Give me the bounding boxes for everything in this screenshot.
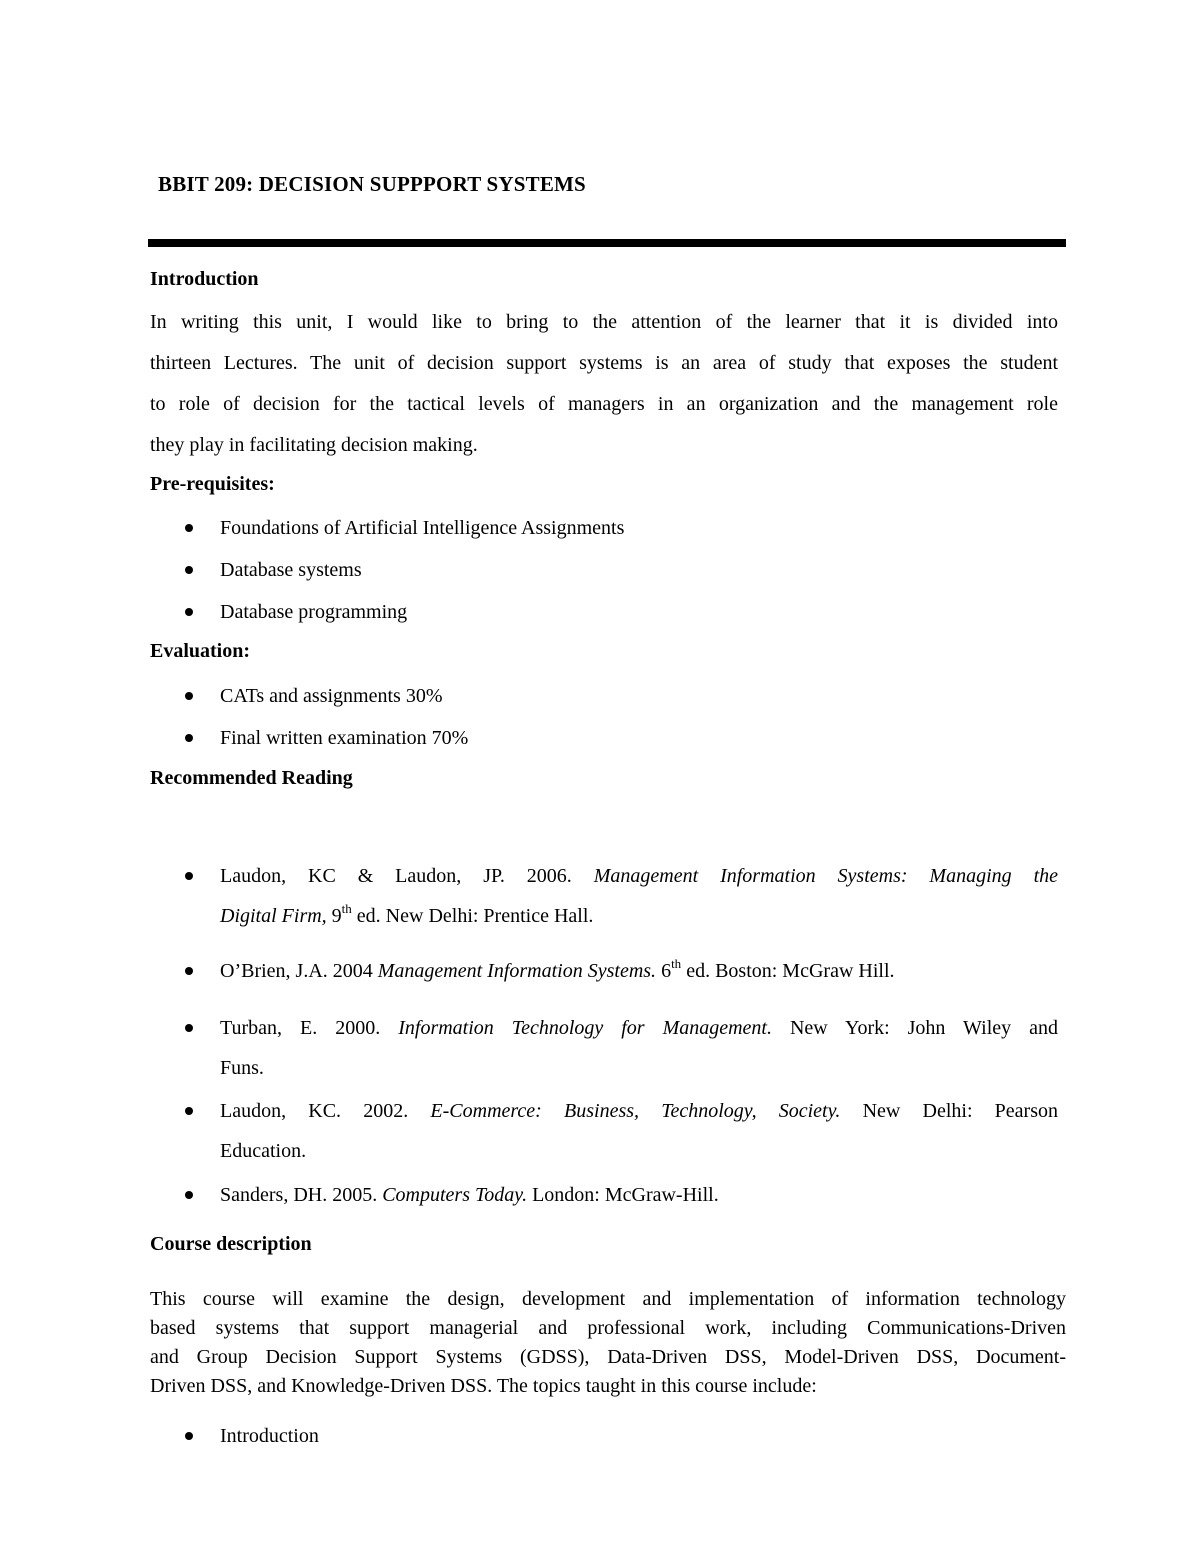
description-line: based systems that support managerial and professional work, including Communications-Driven xyxy=(150,1317,1066,1339)
introduction-line: In writing this unit, I would like to bring to the attention of the learner that it is divided into xyxy=(150,311,1058,333)
reference-title: Information Technology for Management. xyxy=(398,1017,772,1039)
list-item-text: Database programming xyxy=(220,601,408,623)
prerequisites-heading: Pre-requisites: xyxy=(150,473,275,495)
bullet-icon xyxy=(185,1432,193,1440)
reference-edition-suffix: th xyxy=(671,956,682,972)
list-item-text: Database systems xyxy=(220,559,362,581)
course-description-paragraph xyxy=(150,1286,1066,1402)
reference-title: E-Commerce: Business, Technology, Society. xyxy=(430,1100,841,1122)
reading-heading: Recommended Reading xyxy=(150,767,353,789)
introduction-line: thirteen Lectures. The unit of decision support systems is an area of study that exposes the student xyxy=(150,352,1058,374)
reference-publisher: New York: John Wiley and xyxy=(772,1017,1058,1039)
bullet-icon xyxy=(185,566,193,574)
course-description-heading: Course description xyxy=(150,1233,312,1255)
reference-author: Sanders, DH. 2005. xyxy=(220,1184,383,1206)
reference-line xyxy=(220,1014,1058,1054)
bullet-icon xyxy=(185,524,193,532)
reference-publisher: ed. Boston: McGraw Hill. xyxy=(681,960,895,982)
bullet-icon xyxy=(185,734,193,742)
reference-line xyxy=(220,862,1058,902)
reference-title: Management Information Systems: Managing the xyxy=(593,865,1059,887)
bullet-icon xyxy=(185,1107,193,1115)
introduction-line: they play in facilitating decision making. xyxy=(150,434,478,456)
reference-line xyxy=(220,1181,1058,1221)
introduction-heading: Introduction xyxy=(150,268,259,290)
list-item-text: Final written examination 70% xyxy=(220,727,469,749)
bullet-icon xyxy=(185,872,193,880)
introduction-paragraph xyxy=(150,308,1058,472)
description-line: and Group Decision Support Systems (GDSS), Data-Driven DSS, Model-Driven DSS, Document- xyxy=(150,1346,1066,1368)
bullet-icon xyxy=(185,1024,193,1032)
bullet-icon xyxy=(185,608,193,616)
description-line: This course will examine the design, development and implementation of information technology xyxy=(150,1288,1066,1310)
reference-publisher: New Delhi: Pearson xyxy=(840,1100,1058,1122)
list-item-text: Foundations of Artificial Intelligence Assignments xyxy=(220,517,625,539)
reference-author: Laudon, KC & Laudon, JP. 2006. xyxy=(220,865,594,887)
reference-title: Management Information Systems. xyxy=(377,960,657,982)
reference-edition-suffix: th xyxy=(341,901,352,917)
reference-publisher: London: McGraw-Hill. xyxy=(527,1184,719,1206)
bullet-icon xyxy=(185,692,193,700)
reference-author: O’Brien, J.A. 2004 xyxy=(220,960,378,982)
reference-line: Education. xyxy=(220,1140,307,1162)
document-title: BBIT 209: DECISION SUPPPORT SYSTEMS xyxy=(158,172,586,196)
reference-publisher: ed. New Delhi: Prentice Hall. xyxy=(351,905,594,927)
reference-title: Computers Today. xyxy=(382,1184,528,1206)
list-item-text: CATs and assignments 30% xyxy=(220,685,443,707)
reference-edition: 9 xyxy=(326,905,342,927)
reference-line xyxy=(220,1097,1058,1137)
reference-line xyxy=(220,902,1058,942)
bullet-icon xyxy=(185,1191,193,1199)
reference-author: Laudon, KC. 2002. xyxy=(220,1100,431,1122)
description-line: Driven DSS, and Knowledge-Driven DSS. The topics taught in this course include: xyxy=(150,1375,817,1397)
reference-title: Digital Firm, xyxy=(220,905,327,927)
introduction-line: to role of decision for the tactical levels of managers in an organization and the management role xyxy=(150,393,1058,415)
reference-line xyxy=(220,957,1058,997)
list-item-text: Introduction xyxy=(220,1425,319,1447)
reference-edition: 6 xyxy=(656,960,672,982)
evaluation-heading: Evaluation: xyxy=(150,640,251,662)
reference-line: Funs. xyxy=(220,1057,264,1079)
bullet-icon xyxy=(185,967,193,975)
title-divider xyxy=(148,239,1066,247)
reference-author: Turban, E. 2000. xyxy=(220,1017,399,1039)
